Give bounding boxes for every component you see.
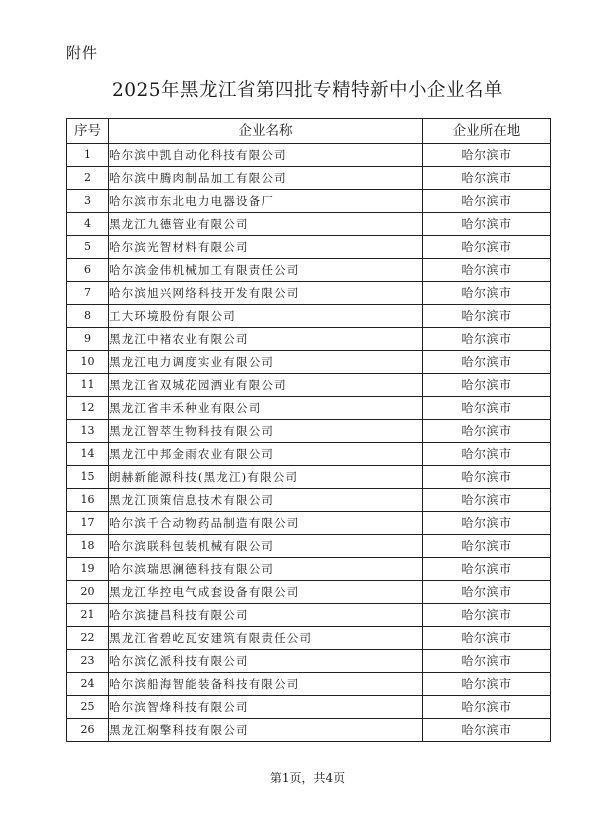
row-index: 25 (67, 696, 109, 719)
row-index: 19 (67, 558, 109, 581)
row-company-name: 哈尔滨联科包装机械有限公司 (109, 535, 423, 558)
row-location: 哈尔滨市 (423, 443, 551, 466)
row-company-name: 哈尔滨金伟机械加工有限责任公司 (109, 259, 423, 282)
row-index: 16 (67, 489, 109, 512)
row-location: 哈尔滨市 (423, 167, 551, 190)
table-row (67, 328, 551, 351)
row-location: 哈尔滨市 (423, 236, 551, 259)
row-company-name: 哈尔滨瑞思澜德科技有限公司 (109, 558, 423, 581)
table-row (67, 397, 551, 420)
row-company-name: 哈尔滨中腾肉制品加工有限公司 (109, 167, 423, 190)
row-location: 哈尔滨市 (423, 650, 551, 673)
row-index: 18 (67, 535, 109, 558)
row-location: 哈尔滨市 (423, 190, 551, 213)
table-row (67, 259, 551, 282)
row-company-name: 哈尔滨亿派科技有限公司 (109, 650, 423, 673)
row-index: 11 (67, 374, 109, 397)
row-index: 21 (67, 604, 109, 627)
row-index: 13 (67, 420, 109, 443)
enterprise-table (66, 118, 551, 742)
row-index: 5 (67, 236, 109, 259)
document-title: 2025年黑龙江省第四批专精特新中小企业名单 (111, 80, 504, 101)
table-row (67, 282, 551, 305)
table-row (67, 374, 551, 397)
table-header-row (67, 119, 551, 144)
table-row (67, 144, 551, 167)
row-index: 6 (67, 259, 109, 282)
table-row (67, 190, 551, 213)
row-location: 哈尔滨市 (423, 305, 551, 328)
header-name: 企业名称 (109, 119, 423, 144)
row-location: 哈尔滨市 (423, 420, 551, 443)
row-index: 12 (67, 397, 109, 420)
row-location: 哈尔滨市 (423, 144, 551, 167)
row-company-name: 黑龙江智萃生物科技有限公司 (109, 420, 423, 443)
table-row (67, 581, 551, 604)
table-row (67, 604, 551, 627)
row-index: 26 (67, 719, 109, 742)
table-row (67, 351, 551, 374)
row-location: 哈尔滨市 (423, 627, 551, 650)
header-index: 序号 (67, 119, 109, 144)
row-location: 哈尔滨市 (423, 351, 551, 374)
row-company-name: 哈尔滨光智材料有限公司 (109, 236, 423, 259)
row-company-name: 黑龙江华控电气成套设备有限公司 (109, 581, 423, 604)
table-row (67, 236, 551, 259)
table-row (67, 305, 551, 328)
row-index: 15 (67, 466, 109, 489)
row-company-name: 哈尔滨捷昌科技有限公司 (109, 604, 423, 627)
row-company-name: 黑龙江电力调度实业有限公司 (109, 351, 423, 374)
row-index: 17 (67, 512, 109, 535)
row-company-name: 朗赫新能源科技(黑龙江)有限公司 (109, 466, 423, 489)
row-location: 哈尔滨市 (423, 328, 551, 351)
row-index: 2 (67, 167, 109, 190)
row-index: 3 (67, 190, 109, 213)
row-index: 4 (67, 213, 109, 236)
row-location: 哈尔滨市 (423, 213, 551, 236)
row-location: 哈尔滨市 (423, 696, 551, 719)
row-company-name: 黑龙江中褚农业有限公司 (109, 328, 423, 351)
row-location: 哈尔滨市 (423, 512, 551, 535)
row-company-name: 工大环境股份有限公司 (109, 305, 423, 328)
table-row (67, 489, 551, 512)
row-company-name: 哈尔滨旭兴网络科技开发有限公司 (109, 282, 423, 305)
row-index: 9 (67, 328, 109, 351)
table-row (67, 443, 551, 466)
table-row (67, 627, 551, 650)
table-row (67, 696, 551, 719)
row-company-name: 黑龙江焖擎科技有限公司 (109, 719, 423, 742)
page-footer: 第1页，共4页 (269, 771, 346, 785)
row-index: 24 (67, 673, 109, 696)
row-index: 20 (67, 581, 109, 604)
row-company-name: 哈尔滨船海智能装备科技有限公司 (109, 673, 423, 696)
table-row (67, 420, 551, 443)
row-company-name: 黑龙江九德管业有限公司 (109, 213, 423, 236)
row-location: 哈尔滨市 (423, 397, 551, 420)
table-body (67, 144, 551, 742)
row-company-name: 哈尔滨千合动物药品制造有限公司 (109, 512, 423, 535)
row-location: 哈尔滨市 (423, 558, 551, 581)
header-location: 企业所在地 (423, 119, 551, 144)
row-location: 哈尔滨市 (423, 673, 551, 696)
row-location: 哈尔滨市 (423, 374, 551, 397)
row-location: 哈尔滨市 (423, 466, 551, 489)
row-location: 哈尔滨市 (423, 535, 551, 558)
row-company-name: 哈尔滨中凯自动化科技有限公司 (109, 144, 423, 167)
row-index: 22 (67, 627, 109, 650)
row-location: 哈尔滨市 (423, 282, 551, 305)
table-row (67, 213, 551, 236)
table-row (67, 650, 551, 673)
row-company-name: 黑龙江中邦金雨农业有限公司 (109, 443, 423, 466)
row-company-name: 哈尔滨智烽科技有限公司 (109, 696, 423, 719)
row-index: 7 (67, 282, 109, 305)
row-index: 10 (67, 351, 109, 374)
row-location: 哈尔滨市 (423, 604, 551, 627)
row-company-name: 黑龙江省碧屹瓦安建筑有限责任公司 (109, 627, 423, 650)
table-row (67, 673, 551, 696)
row-company-name: 黑龙江省双城花园酒业有限公司 (109, 374, 423, 397)
row-company-name: 黑龙江顶策信息技术有限公司 (109, 489, 423, 512)
row-index: 23 (67, 650, 109, 673)
table-row (67, 512, 551, 535)
table-row (67, 558, 551, 581)
table-row (67, 466, 551, 489)
row-index: 8 (67, 305, 109, 328)
row-location: 哈尔滨市 (423, 489, 551, 512)
table-row (67, 167, 551, 190)
row-index: 1 (67, 144, 109, 167)
row-company-name: 哈尔滨市东北电力电器设备厂 (109, 190, 423, 213)
row-company-name: 黑龙江省丰禾种业有限公司 (109, 397, 423, 420)
table-row (67, 535, 551, 558)
attachment-label: 附件 (66, 44, 99, 62)
row-location: 哈尔滨市 (423, 719, 551, 742)
row-index: 14 (67, 443, 109, 466)
row-location: 哈尔滨市 (423, 259, 551, 282)
row-location: 哈尔滨市 (423, 581, 551, 604)
table-row (67, 719, 551, 742)
